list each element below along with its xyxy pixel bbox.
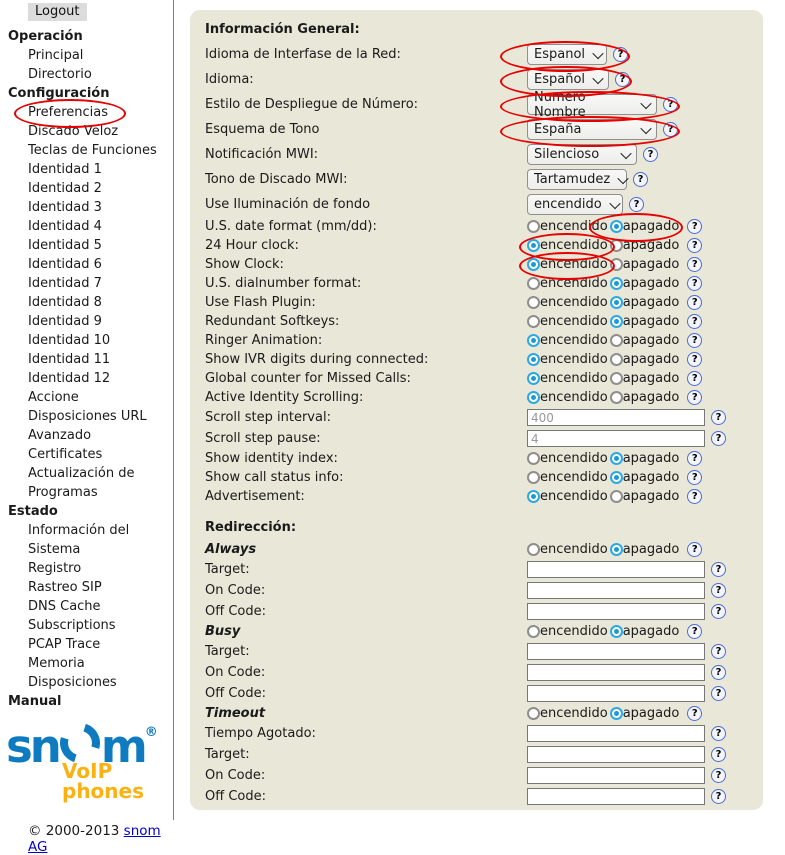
text-input-scroll-step-interval[interactable] <box>527 409 705 426</box>
radio-apagado-u-s-date-format-mm-dd[interactable] <box>610 220 623 233</box>
help-icon[interactable]: ? <box>687 489 702 504</box>
radio-label-apagado: apagado <box>622 238 680 253</box>
form-row <box>205 293 763 312</box>
radio-encendido-redundant-softkeys[interactable] <box>527 315 540 328</box>
sidebar-item-label: Teclas de Funciones <box>28 143 157 158</box>
sidebar-item-identidad-10[interactable] <box>0 331 173 350</box>
select-value: Numero Nombre <box>534 89 586 120</box>
sidebar-item-avanzado[interactable] <box>0 426 173 445</box>
field-label: On Code: <box>205 665 266 680</box>
sidebar-item-identidad-7[interactable] <box>0 274 173 293</box>
sidebar-section-title-estado: Estado <box>8 504 58 519</box>
help-icon[interactable]: ? <box>711 726 726 741</box>
radio-label-encendido: encendido <box>540 314 608 329</box>
radio-label-apagado: apagado <box>622 706 680 721</box>
text-input-always-on-code[interactable] <box>527 582 705 599</box>
form-row <box>205 42 763 67</box>
field-label: U.S. dialnumber format: <box>205 276 362 291</box>
radio-encendido-use-flash-plugin[interactable] <box>527 296 540 309</box>
radio-label-apagado: apagado <box>622 333 680 348</box>
help-icon[interactable]: ? <box>687 451 702 466</box>
field-label: Tiempo Agotado: <box>205 726 316 741</box>
sidebar-item-label: Identidad 5 <box>28 238 102 253</box>
help-icon[interactable]: ? <box>711 665 726 680</box>
radio-label-encendido: encendido <box>540 470 608 485</box>
radio-encendido-active-identity-scrolling[interactable] <box>527 391 540 404</box>
field-label: Target: <box>205 562 250 577</box>
redirect-group-row <box>205 622 763 641</box>
sidebar-item-actualizaci-n-de-programas[interactable] <box>0 464 173 502</box>
radio-apagado-use-flash-plugin[interactable] <box>610 296 623 309</box>
help-icon[interactable]: ? <box>711 686 726 701</box>
logout-button[interactable]: Logout <box>28 3 87 21</box>
sidebar-item-principal[interactable] <box>0 46 173 65</box>
field-label: Advertisement: <box>205 489 305 504</box>
form-row <box>205 641 763 662</box>
redirect-group-title-timeout: Timeout <box>205 706 266 721</box>
help-icon[interactable]: ? <box>687 706 702 721</box>
form-row <box>205 67 763 92</box>
text-input-always-off-code[interactable] <box>527 603 705 620</box>
help-icon[interactable]: ? <box>711 562 726 577</box>
radio-group <box>527 333 681 348</box>
sidebar <box>0 0 174 855</box>
sidebar-item-identidad-5[interactable] <box>0 236 173 255</box>
sidebar-item-label: Registro <box>28 561 82 576</box>
snom-ag-link[interactable]: snom AG <box>28 823 161 855</box>
text-input-always-target[interactable] <box>527 561 705 578</box>
radio-label-apagado: apagado <box>622 219 680 234</box>
sidebar-item-identidad-9[interactable] <box>0 312 173 331</box>
radio-label-apagado: apagado <box>622 470 680 485</box>
radio-group <box>527 470 681 485</box>
sidebar-item-label: Disposiciones <box>28 675 117 690</box>
form-row <box>205 350 763 369</box>
text-input-timeout-tiempo-agotado[interactable] <box>527 725 705 742</box>
radio-group <box>527 276 681 291</box>
sidebar-section-title-manual: Manual <box>8 694 62 709</box>
field-label: Redundant Softkeys: <box>205 314 340 329</box>
field-label: 24 Hour clock: <box>205 238 299 253</box>
help-icon[interactable]: ? <box>711 410 726 425</box>
sidebar-item-rastreo-sip[interactable] <box>0 578 173 597</box>
field-label: Notificación MWI: <box>205 147 319 162</box>
help-icon[interactable]: ? <box>687 257 702 272</box>
radio-group <box>527 371 681 386</box>
radio-group <box>527 451 681 466</box>
radio-label-apagado: apagado <box>622 371 680 386</box>
radio-group <box>527 219 681 234</box>
radio-label-encendido: encendido <box>540 542 608 557</box>
field-label: Active Identity Scrolling: <box>205 390 364 405</box>
help-icon[interactable]: ? <box>663 97 678 112</box>
form-row <box>205 142 763 167</box>
select-estilo-de-despliegue-de-n-mero[interactable] <box>527 89 657 120</box>
help-icon[interactable]: ? <box>711 789 726 804</box>
radio-apagado-active-identity-scrolling[interactable] <box>610 391 623 404</box>
sidebar-item-label: Identidad 2 <box>28 181 102 196</box>
redirect-group-row <box>205 540 763 559</box>
help-icon[interactable]: ? <box>687 333 702 348</box>
help-icon[interactable]: ? <box>711 644 726 659</box>
text-input-scroll-step-pause[interactable] <box>527 430 705 447</box>
sidebar-item-label: Certificates <box>28 447 103 462</box>
radio-apagado-u-s-dialnumber-format[interactable] <box>610 277 623 290</box>
field-label: Target: <box>205 747 250 762</box>
text-input-timeout-off-code[interactable] <box>527 788 705 805</box>
redirect-group-title-busy: Busy <box>205 624 241 639</box>
help-icon[interactable]: ? <box>687 390 702 405</box>
help-icon[interactable]: ? <box>615 72 630 87</box>
field-label: Target: <box>205 644 250 659</box>
select-value: Espanol <box>534 47 586 62</box>
radio-label-apagado: apagado <box>622 276 680 291</box>
text-input-busy-off-code[interactable] <box>527 685 705 702</box>
radio-label-encendido: encendido <box>540 624 608 639</box>
form-row <box>205 89 763 120</box>
help-icon[interactable]: ? <box>613 47 628 62</box>
sidebar-item-label: Accione Disposiciones URL <box>28 390 147 424</box>
sidebar-item-label: Identidad 7 <box>28 276 102 291</box>
help-icon[interactable]: ? <box>687 624 702 639</box>
select-idioma-de-interfase-de-la-red[interactable] <box>527 44 607 65</box>
radio-label-encendido: encendido <box>540 352 608 367</box>
radio-encendido-show-ivr-digits-during-connected[interactable] <box>527 353 540 366</box>
sidebar-item-label: Información del Sistema <box>28 523 130 557</box>
help-icon[interactable]: ? <box>687 295 702 310</box>
radio-label-apagado: apagado <box>622 542 680 557</box>
field-label: Idioma de Interfase de la Red: <box>205 47 401 62</box>
radio-group <box>527 352 681 367</box>
help-icon[interactable]: ? <box>687 470 702 485</box>
form-row <box>205 449 763 468</box>
form-row <box>205 683 763 704</box>
sidebar-item-label: Actualización de Programas <box>28 466 135 500</box>
field-label: Off Code: <box>205 789 266 804</box>
form-row <box>205 274 763 293</box>
select-value: España <box>534 122 582 137</box>
form-row <box>205 192 763 217</box>
form-row <box>205 388 763 407</box>
radio-apagado-redundant-softkeys[interactable] <box>610 315 623 328</box>
form-row <box>205 428 763 449</box>
chevron-down-icon <box>592 72 603 83</box>
sidebar-item-label: Identidad 3 <box>28 200 102 215</box>
copyright <box>28 823 173 855</box>
field-label: Scroll step interval: <box>205 410 331 425</box>
sidebar-item-identidad-11[interactable] <box>0 350 173 369</box>
field-label: U.S. date format (mm/dd): <box>205 219 377 234</box>
snom-logo <box>6 720 171 803</box>
select-use-iluminaci-n-de-fondo[interactable] <box>527 194 623 215</box>
copyright-text: © 2000-2013 <box>28 823 124 839</box>
sidebar-item-discado-veloz[interactable] <box>0 122 173 141</box>
sidebar-item-label: Identidad 1 <box>28 162 102 177</box>
help-icon[interactable]: ? <box>711 604 726 619</box>
radio-encendido-timeout[interactable] <box>527 707 540 720</box>
form-row <box>205 331 763 350</box>
radio-apagado-show-ivr-digits-during-connected[interactable] <box>610 353 623 366</box>
radio-label-apagado: apagado <box>622 352 680 367</box>
help-icon[interactable]: ? <box>711 583 726 598</box>
radio-group <box>527 238 681 253</box>
sidebar-item-label: Identidad 4 <box>28 219 102 234</box>
sidebar-item-memoria[interactable] <box>0 654 173 673</box>
redirect-group-title-always: Always <box>205 542 257 557</box>
radio-encendido-24-hour-clock[interactable] <box>527 239 540 252</box>
form-row <box>205 601 763 622</box>
radio-label-apagado: apagado <box>622 489 680 504</box>
help-icon[interactable]: ? <box>687 314 702 329</box>
radio-label-encendido: encendido <box>540 295 608 310</box>
field-label: Esquema de Tono <box>205 122 320 137</box>
form-row <box>205 407 763 428</box>
form-row <box>205 167 763 192</box>
redirect-groups <box>205 540 763 807</box>
snom-logo-tagline: VoIP phones <box>62 759 145 803</box>
chevron-down-icon <box>620 147 631 158</box>
radio-apagado-show-identity-index[interactable] <box>610 452 623 465</box>
sidebar-item-identidad-8[interactable] <box>0 293 173 312</box>
field-label: Show call status info: <box>205 470 344 485</box>
form-row <box>205 580 763 601</box>
radio-label-apagado: apagado <box>622 624 680 639</box>
help-icon[interactable]: ? <box>711 768 726 783</box>
help-icon[interactable]: ? <box>663 122 678 137</box>
radio-group <box>527 489 681 504</box>
help-icon[interactable]: ? <box>633 172 648 187</box>
sidebar-item-label: Subscriptions <box>28 618 116 633</box>
sidebar-item-label: Directorio <box>28 67 92 82</box>
radio-group <box>527 624 681 639</box>
sidebar-section-title-configuraci-n: Configuración <box>8 86 110 101</box>
sidebar-item-label: Preferencias <box>28 105 109 120</box>
redirect-group-row <box>205 704 763 723</box>
sidebar-item-preferencias[interactable] <box>0 103 173 122</box>
radio-apagado-always[interactable] <box>610 543 623 556</box>
radio-apagado-24-hour-clock[interactable] <box>610 239 623 252</box>
sidebar-item-dns-cache[interactable] <box>0 597 173 616</box>
snom-logo-wordmark: sn m® <box>6 723 171 769</box>
select-value: Silencioso <box>534 147 600 162</box>
sidebar-item-identidad-4[interactable] <box>0 217 173 236</box>
sidebar-sections <box>0 27 173 711</box>
field-label: Off Code: <box>205 686 266 701</box>
help-icon[interactable]: ? <box>687 352 702 367</box>
radio-encendido-always[interactable] <box>527 543 540 556</box>
form-row <box>205 786 763 807</box>
sidebar-item-label: Rastreo SIP <box>28 580 102 595</box>
select-tono-de-discado-mwi[interactable] <box>527 169 627 190</box>
select-esquema-de-tono[interactable] <box>527 119 657 140</box>
radio-label-apagado: apagado <box>622 390 680 405</box>
text-input-busy-target[interactable] <box>527 643 705 660</box>
sidebar-item-subscriptions[interactable] <box>0 616 173 635</box>
form-row <box>205 117 763 142</box>
radio-encendido-show-identity-index[interactable] <box>527 452 540 465</box>
form-row <box>205 487 763 506</box>
text-input-timeout-target[interactable] <box>527 746 705 763</box>
form-row <box>205 369 763 388</box>
form-row <box>205 662 763 683</box>
radio-apagado-show-call-status-info[interactable] <box>610 471 623 484</box>
form-row <box>205 236 763 255</box>
field-label: On Code: <box>205 583 266 598</box>
sidebar-item-directorio[interactable] <box>0 65 173 84</box>
sidebar-item-teclas-de-funciones[interactable] <box>0 141 173 160</box>
field-label: Global counter for Missed Calls: <box>205 371 411 386</box>
sidebar-item-label: Discado Veloz <box>28 124 119 139</box>
field-label: Show identity index: <box>205 451 338 466</box>
general-rows <box>205 42 763 506</box>
field-label: Ringer Animation: <box>205 333 323 348</box>
radio-label-encendido: encendido <box>540 390 608 405</box>
radio-label-apagado: apagado <box>622 314 680 329</box>
radio-encendido-u-s-date-format-mm-dd[interactable] <box>527 220 540 233</box>
sidebar-item-registro[interactable] <box>0 559 173 578</box>
field-label: Use Flash Plugin: <box>205 295 316 310</box>
radio-encendido-advertisement[interactable] <box>527 490 540 503</box>
field-label: Show Clock: <box>205 257 284 272</box>
chevron-down-icon <box>640 122 651 133</box>
chevron-down-icon <box>592 47 603 58</box>
field-label: On Code: <box>205 768 266 783</box>
radio-encendido-show-call-status-info[interactable] <box>527 471 540 484</box>
form-row <box>205 255 763 274</box>
radio-encendido-global-counter-for-missed-calls[interactable] <box>527 372 540 385</box>
radio-encendido-ringer-animation[interactable] <box>527 334 540 347</box>
radio-label-encendido: encendido <box>540 257 608 272</box>
sidebar-item-label: Identidad 6 <box>28 257 102 272</box>
sidebar-item-disposiciones[interactable] <box>0 673 173 692</box>
form-row <box>205 217 763 236</box>
radio-apagado-advertisement[interactable] <box>610 490 623 503</box>
select-value: Español <box>534 72 586 87</box>
radio-apagado-timeout[interactable] <box>610 707 623 720</box>
help-icon[interactable]: ? <box>687 371 702 386</box>
text-input-timeout-on-code[interactable] <box>527 767 705 784</box>
general-info-heading: Información General: <box>205 22 360 37</box>
help-icon[interactable]: ? <box>643 147 658 162</box>
radio-apagado-ringer-animation[interactable] <box>610 334 623 347</box>
chevron-down-icon <box>640 97 651 108</box>
radio-encendido-u-s-dialnumber-format[interactable] <box>527 277 540 290</box>
radio-group <box>527 706 681 721</box>
radio-apagado-show-clock[interactable] <box>610 258 623 271</box>
radio-group <box>527 314 681 329</box>
radio-label-apagado: apagado <box>622 295 680 310</box>
sidebar-item-label: Avanzado <box>28 428 92 443</box>
radio-encendido-show-clock[interactable] <box>527 258 540 271</box>
sidebar-item-label: Identidad 10 <box>28 333 111 348</box>
form-row <box>205 559 763 580</box>
radio-apagado-busy[interactable] <box>610 625 623 638</box>
help-icon[interactable]: ? <box>687 238 702 253</box>
sidebar-item-informaci-n-del-sistema[interactable] <box>0 521 173 559</box>
form-row <box>205 468 763 487</box>
sidebar-item-label: Memoria <box>28 656 85 671</box>
text-input-busy-on-code[interactable] <box>527 664 705 681</box>
radio-label-encendido: encendido <box>540 276 608 291</box>
select-idioma[interactable] <box>527 69 609 90</box>
select-value: encendido <box>534 197 602 212</box>
form-row <box>205 765 763 786</box>
form-row <box>205 312 763 331</box>
form-row <box>205 723 763 744</box>
radio-encendido-busy[interactable] <box>527 625 540 638</box>
radio-label-encendido: encendido <box>540 333 608 348</box>
sidebar-item-label: PCAP Trace <box>28 637 101 652</box>
radio-label-encendido: encendido <box>540 371 608 386</box>
radio-label-encendido: encendido <box>540 706 608 721</box>
chevron-down-icon <box>617 172 628 183</box>
help-icon[interactable]: ? <box>687 219 702 234</box>
sidebar-item-pcap-trace[interactable] <box>0 635 173 654</box>
radio-label-apagado: apagado <box>622 257 680 272</box>
field-label: Show IVR digits during connected: <box>205 352 429 367</box>
help-icon[interactable]: ? <box>629 197 644 212</box>
select-notificaci-n-mwi[interactable] <box>527 144 637 165</box>
chevron-down-icon <box>609 197 620 208</box>
radio-label-encendido: encendido <box>540 219 608 234</box>
field-label: Idioma: <box>205 72 254 87</box>
redirection-heading: Redirección: <box>205 520 297 535</box>
sidebar-item-identidad-6[interactable] <box>0 255 173 274</box>
sidebar-section-title-operaci-n: Operación <box>8 29 83 44</box>
radio-group <box>527 257 681 272</box>
sidebar-item-label: Identidad 8 <box>28 295 102 310</box>
sidebar-item-identidad-3[interactable] <box>0 198 173 217</box>
field-label: Use Iluminación de fondo <box>205 197 371 212</box>
radio-label-apagado: apagado <box>622 451 680 466</box>
field-label: Scroll step pause: <box>205 431 321 446</box>
radio-label-encendido: encendido <box>540 451 608 466</box>
sidebar-item-certificates[interactable] <box>0 445 173 464</box>
radio-group <box>527 542 681 557</box>
sidebar-item-label: Identidad 12 <box>28 371 111 386</box>
help-icon[interactable]: ? <box>687 276 702 291</box>
preferences-panel <box>190 10 763 810</box>
radio-label-encendido: encendido <box>540 489 608 504</box>
field-label: Tono de Discado MWI: <box>205 172 348 187</box>
sidebar-item-identidad-2[interactable] <box>0 179 173 198</box>
field-label: Off Code: <box>205 604 266 619</box>
sidebar-item-label: DNS Cache <box>28 599 101 614</box>
radio-group <box>527 390 681 405</box>
form-row <box>205 744 763 765</box>
select-value: Tartamudez <box>534 172 611 187</box>
help-icon[interactable]: ? <box>711 431 726 446</box>
registered-trademark-icon: ® <box>144 725 158 740</box>
help-icon[interactable]: ? <box>711 747 726 762</box>
radio-group <box>527 295 681 310</box>
radio-apagado-global-counter-for-missed-calls[interactable] <box>610 372 623 385</box>
sidebar-item-label: Identidad 9 <box>28 314 102 329</box>
help-icon[interactable]: ? <box>687 542 702 557</box>
sidebar-item-identidad-1[interactable] <box>0 160 173 179</box>
sidebar-item-label: Identidad 11 <box>28 352 111 367</box>
sidebar-item-label: Principal <box>28 48 84 63</box>
radio-label-encendido: encendido <box>540 238 608 253</box>
field-label: Estilo de Despliegue de Número: <box>205 97 419 112</box>
sidebar-item-identidad-12[interactable] <box>0 369 173 388</box>
sidebar-item-accione-disposiciones-url[interactable] <box>0 388 173 426</box>
